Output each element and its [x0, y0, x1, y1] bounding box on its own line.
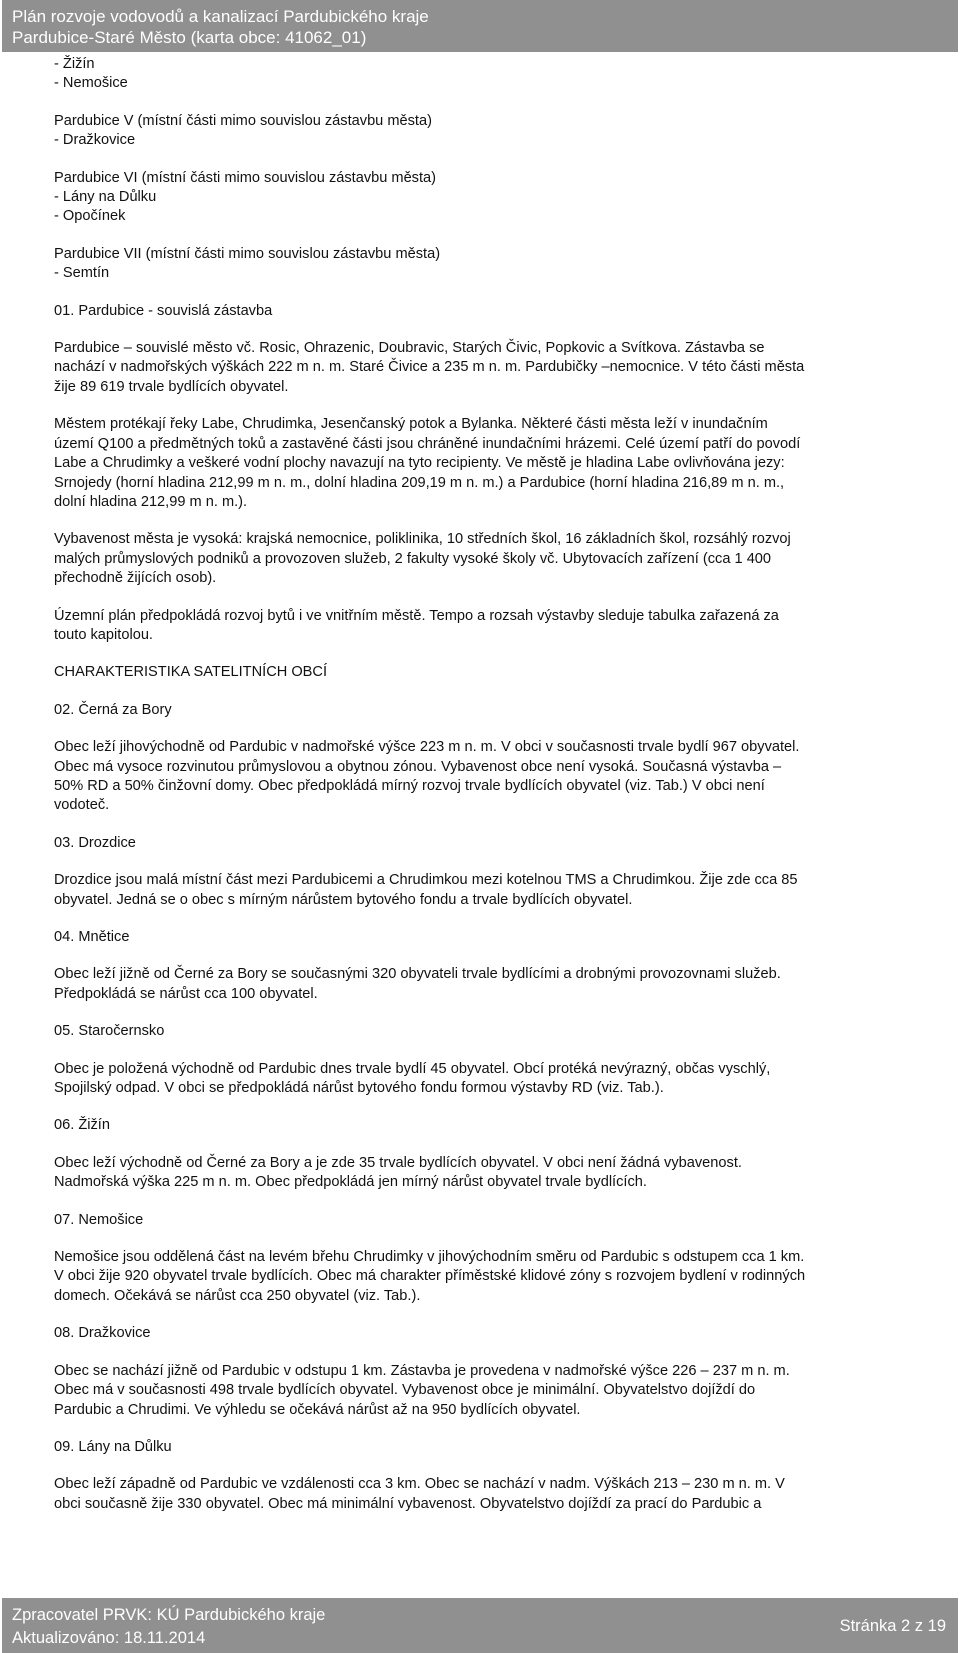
- paragraph: [54, 1248, 934, 1306]
- footer-updated: Aktualizováno: 18.11.2014: [12, 1629, 206, 1647]
- text-line: 06. Žižín: [54, 1117, 110, 1134]
- text-line: Labe a Chrudimky a veškeré vodní plochy navazují na tyto recipienty. Ve městě je hladina Labe ovlivňována jezy:: [54, 455, 785, 472]
- paragraph: [54, 169, 934, 227]
- paragraph-spacer: [54, 284, 934, 302]
- footer-author: Zpracovatel PRVK: KÚ Pardubického kraje: [12, 1606, 326, 1624]
- paragraph: [54, 1211, 934, 1230]
- document-title: Plán rozvoje vodovodů a kanalizací Pardubického kraje: [12, 7, 429, 26]
- text-line: 03. Drozdice: [54, 834, 136, 851]
- text-line: CHARAKTERISTIKA SATELITNÍCH OBCÍ: [54, 664, 328, 681]
- paragraph-spacer: [54, 720, 934, 738]
- paragraph: [54, 701, 934, 720]
- text-line: Obec má v současnosti 498 trvale bydlících obyvatel. Vybavenost obce je minimální. Obyvatelstvo dojíždí do: [54, 1382, 756, 1399]
- paragraph-spacer: [54, 816, 934, 834]
- text-line: malých průmyslových podniků a provozoven služeb, 2 fakulty vysoké školy vč. Ubytovacích zařízení (cca 1 400: [54, 550, 772, 567]
- text-line: Obec se nachází jižně od Pardubic v odstupu 1 km. Zástavba je provedena v nadmořské výšce 226 – 237 m n. m.: [54, 1362, 790, 1379]
- paragraph-spacer: [54, 1457, 934, 1475]
- text-line: Nadmořská výška 225 m n. m. Obec předpokládá jen mírný nárůst obyvatel trvale bydlících.: [54, 1174, 647, 1191]
- paragraph: [54, 1324, 934, 1343]
- text-line: nachází v nadmořských výškách 222 m n. m. Staré Čivice a 235 m n. m. Pardubičky –nemocnice. V této části města: [54, 359, 805, 376]
- paragraph-spacer: [54, 321, 934, 339]
- paragraph: [54, 965, 934, 1004]
- text-line: - Semtín: [54, 265, 110, 282]
- footer-info: [12, 1604, 325, 1650]
- text-line: Spojilský odpad. V obci se předpokládá nárůst bytového fondu formou výstavby RD (viz. Tab.).: [54, 1080, 664, 1097]
- text-line: vodoteč.: [54, 797, 110, 814]
- paragraph: [54, 415, 934, 512]
- paragraph-spacer: [54, 1098, 934, 1116]
- page-header: [2, 0, 958, 52]
- text-line: 50% RD a 50% činžovní domy. Obec předpokládá mírný rozvoj trvale bydlících obyvatel (viz. Tab.) V obci není: [54, 777, 765, 794]
- paragraph: [54, 1116, 934, 1135]
- text-line: Nemošice jsou oddělená část na levém břehu Chrudimky v jihovýchodním směru od Pardubic s odstupem cca 1 km.: [54, 1249, 805, 1266]
- paragraph: [54, 1060, 934, 1099]
- paragraph-spacer: [54, 1230, 934, 1248]
- text-line: domech. Očekává se nárůst cca 250 obyvatel (viz. Tab.).: [54, 1287, 421, 1304]
- page-number: Stránka 2 z 19: [839, 1617, 946, 1635]
- paragraph-spacer: [54, 645, 934, 663]
- paragraph-spacer: [54, 589, 934, 607]
- paragraph-spacer: [54, 94, 934, 112]
- paragraph: [54, 1475, 934, 1514]
- paragraph: [54, 607, 934, 646]
- text-line: Vybavenost města je vysoká: krajská nemocnice, poliklinika, 10 středních škol, 16 základních škol, rozsáhlý rozvoj: [54, 531, 791, 548]
- text-line: touto kapitolou.: [54, 626, 153, 643]
- text-line: 05. Staročernsko: [54, 1023, 165, 1040]
- text-line: obyvatel. Jedná se o obec s mírným nárůstem bytového fondu a trvale bydlících obyvatel.: [54, 891, 633, 908]
- text-line: V obci žije 920 obyvatel trvale bydlících. Obec má charakter příměstské klidové zóny s rozvojem bydlení v rodinných: [54, 1268, 806, 1285]
- paragraph-spacer: [54, 1042, 934, 1060]
- text-line: - Dražkovice: [54, 132, 136, 149]
- paragraph-spacer: [54, 1004, 934, 1022]
- text-line: Obec leží jihovýchodně od Pardubic v nadmořské výšce 223 m n. m. V obci v současnosti trvale bydlí 967 obyvatel.: [54, 739, 800, 756]
- text-line: Pardubice – souvislé město vč. Rosic, Ohrazenic, Doubravic, Starých Čivic, Popkovic a Svítkova. Zástavba se: [54, 340, 765, 357]
- paragraph-spacer: [54, 1420, 934, 1438]
- paragraph-spacer: [54, 1136, 934, 1154]
- text-line: Pardubice VI (místní části mimo souvislou zástavbu města): [54, 169, 437, 186]
- text-line: Územní plán předpokládá rozvoj bytů i ve vnitřním městě. Tempo a rozsah výstavby sleduje tabulka zařazená za: [54, 607, 779, 624]
- text-line: Drozdice jsou malá místní část mezi Pardubicemi a Chrudimkou mezi kotelnou TMS a Chrudimkou. Žije zde cca 85: [54, 872, 798, 889]
- paragraph: [54, 1362, 934, 1420]
- paragraph: [54, 1154, 934, 1193]
- paragraph-spacer: [54, 1306, 934, 1324]
- paragraph: [54, 834, 934, 853]
- paragraph: [54, 112, 934, 151]
- text-line: Srnojedy (horní hladina 212,99 m n. m., dolní hladina 209,19 m n. m.) a Pardubice (horní hladina 216,89 m n. m.,: [54, 474, 785, 491]
- paragraph-spacer: [54, 683, 934, 701]
- text-line: Pardubic a Chrudimi. Ve výhledu se očekává nárůst až na 950 bydlících obyvatel.: [54, 1401, 581, 1418]
- text-line: 02. Černá za Bory: [54, 701, 172, 718]
- text-line: Pardubice VII (místní části mimo souvislou zástavbu města): [54, 245, 441, 262]
- paragraph-spacer: [54, 512, 934, 530]
- paragraph-spacer: [54, 397, 934, 415]
- text-line: 01. Pardubice - souvislá zástavba: [54, 302, 273, 319]
- paragraph: [54, 663, 934, 682]
- text-line: - Opočínek: [54, 208, 126, 225]
- paragraph: [54, 928, 934, 947]
- text-line: obci současně žije 330 obyvatel. Obec má minimální vybavenost. Obyvatelstvo dojíždí za prací do Pardubic a: [54, 1495, 762, 1512]
- text-line: Pardubice V (místní části mimo souvislou zástavbu města): [54, 112, 432, 129]
- paragraph: [54, 302, 934, 321]
- text-line: 07. Nemošice: [54, 1211, 144, 1228]
- text-line: Obec leží východně od Černé za Bory a je zde 35 trvale bydlících obyvatel. V obci není žádná vybavenost.: [54, 1154, 742, 1171]
- text-line: 04. Mnětice: [54, 929, 130, 945]
- text-line: 09. Lány na Důlku: [54, 1438, 172, 1455]
- paragraph: [54, 55, 934, 94]
- paragraph: [54, 530, 934, 588]
- text-line: Obec leží západně od Pardubic ve vzdálenosti cca 3 km. Obec se nachází v nadm. Výškách 213 – 230 m n. m. V: [54, 1476, 785, 1493]
- page-footer: [2, 1598, 958, 1653]
- paragraph: [54, 1022, 934, 1041]
- text-line: Obec leží jižně od Černé za Bory se současnými 320 obyvateli trvale bydlícími a drobnými provozovnami služeb.: [54, 966, 781, 983]
- paragraph: [54, 1438, 934, 1457]
- paragraph-spacer: [54, 227, 934, 245]
- document-body: [54, 55, 934, 1514]
- paragraph-spacer: [54, 910, 934, 928]
- text-line: žije 89 619 trvale bydlících obyvatel.: [54, 378, 289, 395]
- document-subtitle: Pardubice-Staré Město (karta obce: 41062_01): [12, 28, 367, 47]
- text-line: 08. Dražkovice: [54, 1325, 151, 1342]
- paragraph-spacer: [54, 947, 934, 965]
- text-line: Obec je položená východně od Pardubic dnes trvale bydlí 45 obyvatel. Obcí protéká nevýrazný, občas vyschlý,: [54, 1060, 771, 1077]
- text-line: - Lány na Důlku: [54, 189, 157, 206]
- text-line: Předpokládá se nárůst cca 100 obyvatel.: [54, 985, 318, 1002]
- paragraph: [54, 339, 934, 397]
- paragraph-spacer: [54, 1193, 934, 1211]
- text-line: přechodně žijících osob).: [54, 570, 217, 587]
- paragraph-spacer: [54, 853, 934, 871]
- text-line: Městem protékají řeky Labe, Chrudimka, Jesenčanský potok a Bylanka. Některé části města leží v inundačním: [54, 416, 768, 433]
- paragraph: [54, 245, 934, 284]
- text-line: - Nemošice: [54, 75, 128, 92]
- paragraph-spacer: [54, 151, 934, 169]
- text-line: - Žižín: [54, 56, 95, 72]
- paragraph-spacer: [54, 1344, 934, 1362]
- paragraph: [54, 738, 934, 816]
- paragraph: [54, 871, 934, 910]
- text-line: Obec má vysoce rozvinutou průmyslovou a obytnou zónou. Vybavenost obce není vysoká. Současná výstavba –: [54, 758, 782, 775]
- text-line: území Q100 a předmětných toků a zastavěné části jsou chráněné inundačními hrázemi. Celé území patří do povodí: [54, 435, 801, 452]
- text-line: dolní hladina 212,99 m n. m.).: [54, 493, 248, 510]
